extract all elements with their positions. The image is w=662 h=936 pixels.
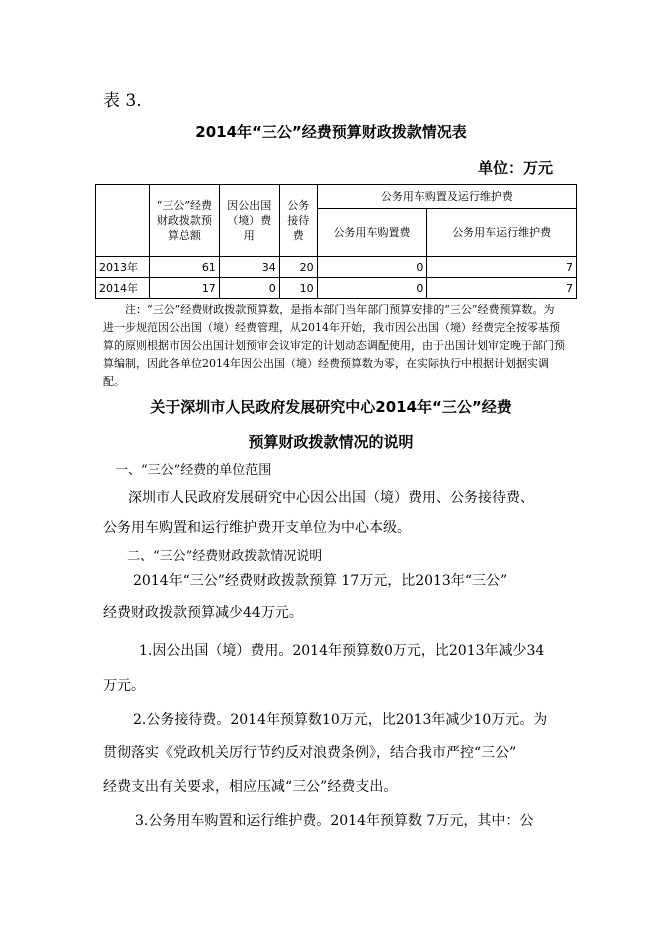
cell-reception: 10 [279,278,317,299]
cell-maintenance: 7 [427,278,577,299]
section1-text-line2: 公务用车购置和运行维护费开支单位为中心本级。 [103,520,411,536]
table-row [96,278,577,299]
section1-title: 一、“三公”经费的单位范围 [115,463,272,478]
section1-text-line1: 深圳市人民政府发展研究中心因公出国（境）费用、公务接待费、 [128,490,534,506]
cell-purchase: 0 [317,257,427,278]
table-row [96,257,577,278]
header-overseas: 因公出国（境）费用 [219,185,279,257]
cell-total: 61 [149,257,219,278]
item3-line1: 3.公务用车购置和运行维护费。2014年预算数 7万元，其中：公 [135,813,534,829]
table-label: 表 3. [103,91,142,111]
item1-line1: 1.因公出国（境）费用。2014年预算数0万元，比2013年减少34 [139,643,545,659]
item2-line3: 经费支出有关要求，相应压减“三公”经费支出。 [103,779,398,795]
header-total: “三公”经费财政拨款预算总额 [149,185,219,257]
header-reception: 公务接待费 [279,185,317,257]
cell-reception: 20 [279,257,317,278]
item1-line2: 万元。 [103,678,145,694]
explanation-heading-line1: 关于深圳市人民政府发展研究中心2014年“三公”经费 [150,398,512,416]
page-title: 2014年“三公”经费预算财政拨款情况表 [195,123,467,141]
budget-table [95,184,577,299]
cell-year: 2014年 [96,278,150,299]
header-vehicle-group: 公务用车购置及运行维护费 [317,185,576,209]
unit-label: 单位：万元 [478,159,554,177]
cell-overseas: 34 [219,257,279,278]
header-vehicle-purchase: 公务用车购置费 [317,209,427,257]
summary-line2: 经费财政拨款预算减少44万元。 [103,605,303,621]
cell-overseas: 0 [219,278,279,299]
cell-purchase: 0 [317,278,427,299]
item2-line2: 贯彻落实《党政机关厉行节约反对浪费条例》，结合我市严控“三公” [103,745,517,761]
explanation-heading-line2: 预算财政拨款情况的说明 [248,433,414,451]
table-corner-cell [96,185,150,257]
summary-line1: 2014年“三公”经费财政拨款预算 17万元，比2013年“三公” [133,573,508,589]
cell-year: 2013年 [96,257,150,278]
cell-maintenance: 7 [427,257,577,278]
header-vehicle-maintenance: 公务用车运行维护费 [427,209,577,257]
item2-line1: 2.公务接待费。2014年预算数10万元，比2013年减少10万元。为 [133,712,548,728]
section2-title: 二、“三公”经费财政拨款情况说明 [127,549,323,564]
table-note: 注：“三公”经费财政拨款预算数，是指本部门当年部门预算安排的“三公”经费预算数。为进一步规范因公出国（境）经费管理，从2014年开始，我市因公出国（境）经费完全按零基预算的原则根据市因公出国计划预审会议审定的计划动态调配使用，由于出国计划审定晚于部门预算编制，因此各单位2014年因公出国（境）经费预算数为零，在实际执行中根据计划据实调配。 [103,303,565,388]
cell-total: 17 [149,278,219,299]
